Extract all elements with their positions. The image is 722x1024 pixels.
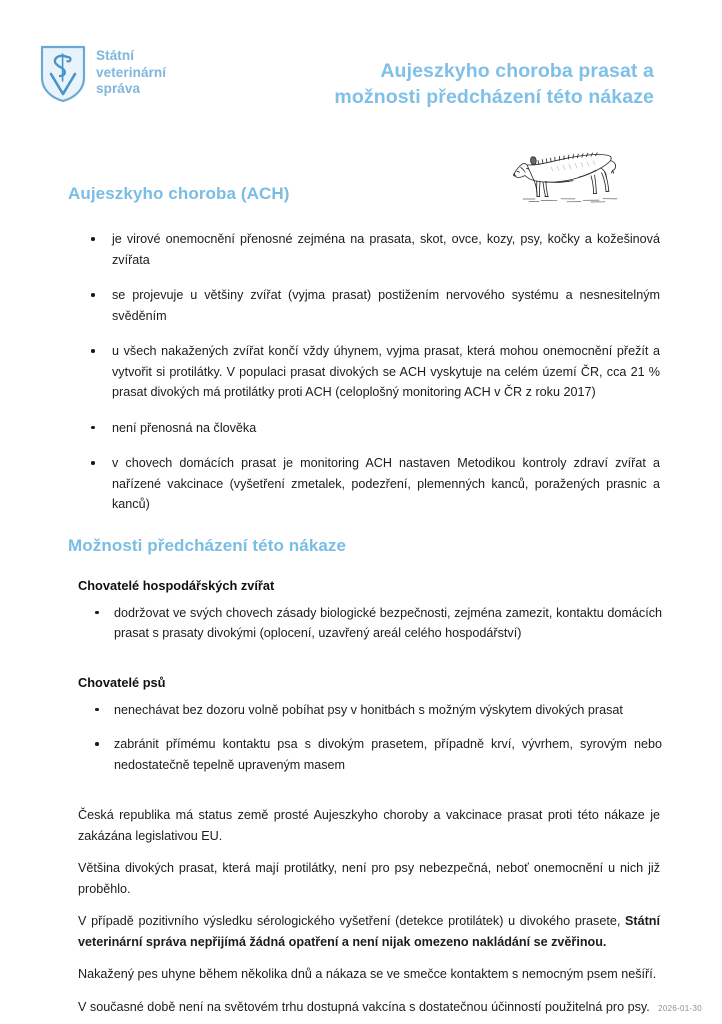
shield-caduceus-icon (40, 45, 86, 103)
organization-name (96, 45, 166, 98)
paragraph-antibodies: Většina divokých prasat, která mají protilátky, není pro psy nebezpečná, neboť onemocnění u nich již proběhlo. (78, 861, 660, 896)
paragraph-bold-text: Státní veterinární správa nepřijímá žádná opatření a není nijak omezeno nakládání se zvěřinou. (78, 914, 660, 949)
list-item: je virové onemocnění přenosné zejména na prasata, skot, ovce, kozy, psy, kočky a kožešinová zvířata (0, 229, 660, 270)
logo-line-2: veterinární (96, 64, 167, 80)
list-item: nenechávat bez dozoru volně pobíhat psy v honitbách s možným výskytem divokých prasat (0, 700, 662, 721)
list-item: zabránit přímému kontaktu psa s divokým prasetem, případně krví, vývrhem, syrovým nebo nedostatečně tepelně upraveným masem (0, 734, 662, 775)
list-item: dodržovat ve svých chovech zásady biologické bezpečnosti, zejména zamezit, kontaktu domácích prasat s prasaty divokými (oplocení, uzavřený areál celého hospodářství) (0, 603, 662, 644)
organization-logo (40, 45, 166, 103)
list-item: se projevuje u většiny zvířat (vyjma prasat) postižením nervového systému a nesnesitelným svěděním (0, 285, 660, 326)
list-item: u všech nakažených zvířat končí vždy úhynem, vyjma prasat, která mohou onemocnění přežít a vytvořit si protilátky. V populaci prasat divokých se ACH vyskytuje na celém území ČR, cca 21 % prasat divokých má protilátky proti ACH (celoplošný monitoring ACH v ČR z roku 2017) (0, 341, 660, 403)
paragraph-no-vaccine: V současné době není na světovém trhu dostupná vakcína s dostatečnou účinností použitelná pro psy. (78, 999, 650, 1014)
subheading-livestock-breeders: Chovatelé hospodářských zvířat (78, 577, 275, 593)
document-content (0, 183, 722, 1017)
list-item: v chovech domácích prasat je monitoring ACH nastaven Metodikou kontroly zdraví zvířat a nařízené vakcinace (vyšetření zmetalek, podezření, plemenných kanců, poražených prasnic a kanců) (0, 453, 660, 515)
logo-line-1: Státní (96, 48, 135, 63)
section-heading-disease: Aujeszkyho choroba (ACH) (68, 184, 290, 203)
paragraph-lead-text: V případě pozitivního výsledku sérologického vyšetření (detekce protilátek) u divokého prasete, (78, 914, 626, 928)
document-title (254, 58, 654, 110)
paragraph-eu-status: Česká republika má status země prosté Aujeszkyho choroby a vakcinace prasat proti této nákaze je zakázána legislativou EU. (78, 808, 660, 843)
logo-line-3: správa (96, 81, 141, 96)
dog-measures-list (0, 700, 722, 776)
subheading-dog-owners: Chovatelé psů (78, 674, 166, 690)
livestock-measures-list (0, 603, 722, 644)
list-item: není přenosná na člověka (0, 418, 660, 439)
document-header (0, 40, 722, 120)
paragraph-dog-death: Nakažený pes uhyne během několika dnů a nákaza se ve smečce kontaktem s nemocným psem nešíří. (78, 967, 657, 981)
document-title-line-1: Aujeszkyho choroba prasat a (380, 60, 654, 82)
paragraph-positive-result (0, 911, 722, 952)
section-heading-prevention: Možnosti předcházení této nákaze (68, 535, 347, 555)
document-title-line-2: možnosti předcházení této nákaze (334, 86, 654, 108)
disease-facts-list (0, 229, 722, 515)
footer-date: 2026-01-30 (658, 1004, 702, 1013)
